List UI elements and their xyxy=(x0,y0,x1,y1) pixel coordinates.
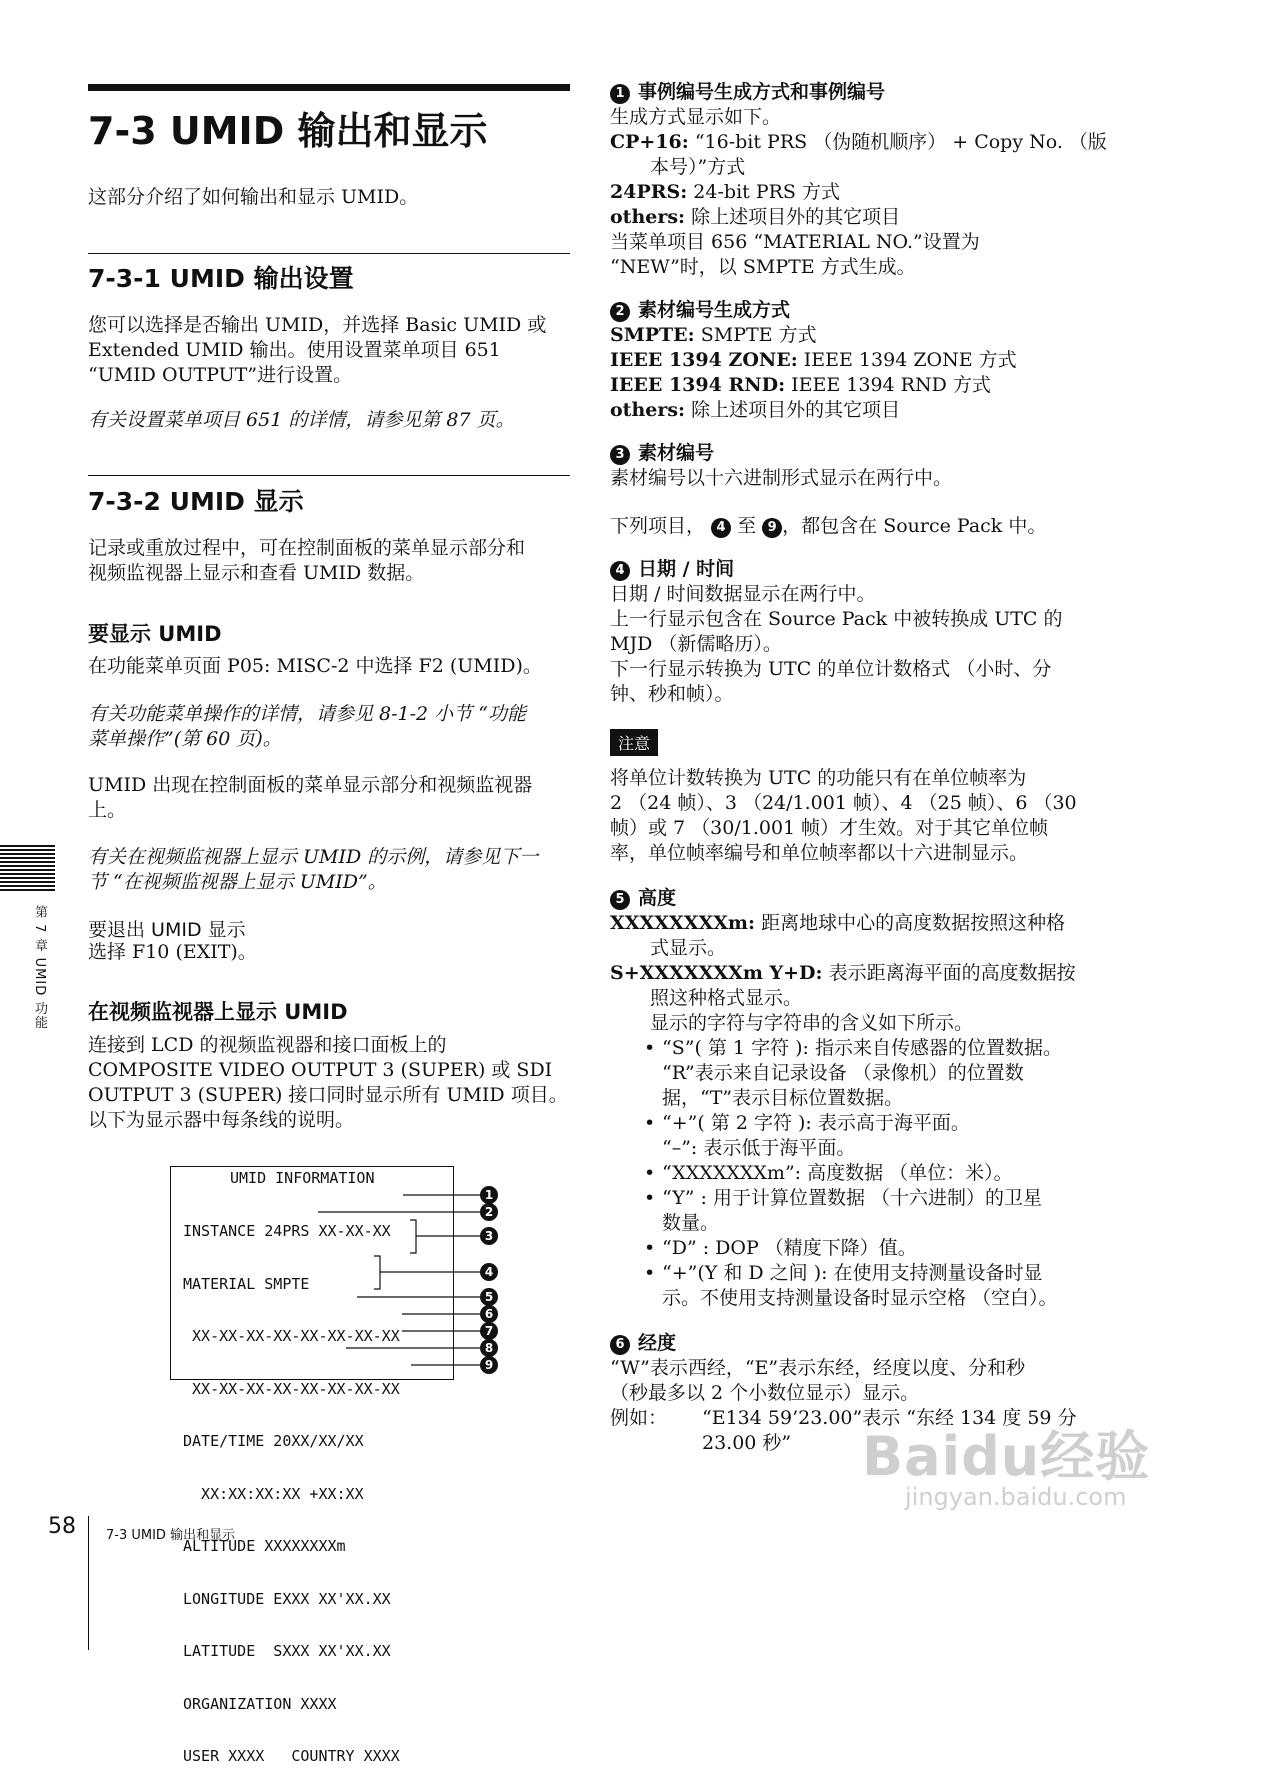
chapter-side-label: 第 7 章 UMID 功能 xyxy=(32,905,47,1030)
diagram-line: XX:XX:XX:XX +XX:XX xyxy=(183,1484,364,1503)
diagram-line: INSTANCE 24PRS XX-XX-XX xyxy=(183,1222,391,1240)
text-line: OUTPUT 3 (SUPER) 接口同时显示所有 UMID 项目。 xyxy=(88,1084,568,1106)
text-line: MJD （新儒略历）。 xyxy=(610,633,782,655)
chapter-side-tab xyxy=(0,845,55,893)
text-line: 上。 xyxy=(88,799,127,821)
diagram-marker-8: 8 xyxy=(480,1339,498,1357)
number-badge: 3 xyxy=(610,445,630,465)
note-badge: 注意 xyxy=(610,729,658,756)
number-badge: 4 xyxy=(711,518,731,538)
text-span: 下列项目， xyxy=(610,515,706,537)
number-badge: 6 xyxy=(610,1335,630,1355)
footer-rule xyxy=(88,1516,89,1650)
number-badge: 9 xyxy=(762,518,782,538)
list-item: • “+”( 第 2 字符 ): 表示高于海平面。 “–”: 表示低于海平面。 xyxy=(644,1111,1110,1161)
text-line: 显示的字符与字符串的含义如下所示。 xyxy=(650,1012,974,1034)
text-line: “UMID OUTPUT”进行设置。 xyxy=(88,364,353,386)
text-line: 本号）”方式 xyxy=(650,156,746,178)
text-line: 节 “在视频监视器上显示 UMID”。 xyxy=(88,871,387,893)
text-line xyxy=(610,911,1110,936)
diagram-marker-3: 3 xyxy=(480,1227,498,1245)
text-line: 有关在视频监视器上显示 UMID 的示例，请参见下一 xyxy=(88,846,539,868)
section-heading-7-3-1: 7-3-1 UMID 输出设置 xyxy=(88,264,354,293)
definition: 距离地球中心的高度数据按照这种格 xyxy=(755,912,1066,934)
term: CP+16: xyxy=(610,131,689,153)
text-line: 素材编号以十六进制形式显示在两行中。 xyxy=(610,467,953,489)
text-line: 式显示。 xyxy=(650,937,727,959)
page-title: 7-3 UMID 输出和显示 xyxy=(88,109,488,153)
text-line xyxy=(610,180,1110,205)
term: IEEE 1394 RND: xyxy=(610,374,786,396)
text-line: 连接到 LCD 的视频监视器和接口面板上的 xyxy=(88,1034,447,1056)
diagram-line: ORGANIZATION XXXX xyxy=(183,1694,337,1713)
text-line: UMID 出现在控制面板的菜单显示部分和视频监视器 xyxy=(88,774,533,796)
text-line xyxy=(610,961,1110,986)
diagram-marker-1: 1 xyxy=(480,1186,498,1204)
item-5-heading xyxy=(610,886,1110,911)
item-title: 事例编号生成方式和事例编号 xyxy=(638,81,886,103)
text-line: 率，单位帧率编号和单位帧率都以十六进制显示。 xyxy=(610,842,1029,864)
diagram-line: MATERIAL SMPTE xyxy=(183,1274,310,1293)
definition: SMPTE 方式 xyxy=(694,324,817,346)
term: XXXXXXXXm: xyxy=(610,912,756,934)
subheading-exit-umid: 要退出 UMID 显示 xyxy=(88,919,246,941)
term: IEEE 1394 ZONE: xyxy=(610,349,798,371)
text-line: 生成方式显示如下。 xyxy=(610,106,782,128)
item-title: 高度 xyxy=(638,887,677,909)
definition: IEEE 1394 RND 方式 xyxy=(785,374,991,396)
definition: “16-bit PRS （伪随机顺序） + Copy No. （版 xyxy=(688,131,1107,153)
example-label: 例如： xyxy=(610,1407,668,1429)
reference-note: 有关设置菜单项目 651 的详情，请参见第 87 页。 xyxy=(88,409,515,431)
text-line xyxy=(610,348,1110,373)
diagram-line: LATITUDE SXXX XX'XX.XX xyxy=(183,1642,391,1660)
text-line: （秒最多以 2 个小数位显示）显示。 xyxy=(610,1382,920,1404)
text-line: 日期 / 时间数据显示在两行中。 xyxy=(610,583,876,605)
list-item: • “S”( 第 1 字符 ): 指示来自传感器的位置数据。 “R”表示来自记录设备 （录像机）的位置数 据，“T”表示目标位置数据。 xyxy=(644,1036,1110,1111)
text-line: 上一行显示包含在 Source Pack 中被转换成 UTC 的 xyxy=(610,608,1063,630)
diagram-line: DATE/TIME 20XX/XX/XX xyxy=(183,1432,364,1450)
number-badge: 5 xyxy=(610,890,630,910)
text-line: Extended UMID 输出。使用设置菜单项目 651 xyxy=(88,339,501,361)
text-line: 钟、秒和帧）。 xyxy=(610,683,734,705)
term: others: xyxy=(610,206,686,228)
number-badge: 1 xyxy=(610,84,630,104)
text-line xyxy=(610,398,1110,423)
number-badge: 2 xyxy=(610,302,630,322)
watermark-logo: Baidu经验 xyxy=(862,1425,1151,1488)
text-line: 帧）或 7 （30/1.001 帧）才生效。对于其它单位帧 xyxy=(610,817,1049,839)
text-line: 记录或重放过程中，可在控制面板的菜单显示部分和 xyxy=(88,537,526,559)
item-title: 素材编号 xyxy=(638,442,715,464)
text-line xyxy=(610,323,1110,348)
item-title: 素材编号生成方式 xyxy=(638,299,791,321)
exit-umid-text: 选择 F10 (EXIT)。 xyxy=(88,941,257,963)
intro-text: 这部分介绍了如何输出和显示 UMID。 xyxy=(88,186,419,208)
number-badge: 4 xyxy=(610,561,630,581)
text-line: “W”表示西经，“E”表示东经，经度以度、分和秒 xyxy=(610,1357,1026,1379)
list-item: • “Y” : 用于计算位置数据 （十六进制）的卫星 数量。 xyxy=(644,1186,1110,1236)
altitude-bullet-list xyxy=(610,1036,1110,1311)
definition: 24-bit PRS 方式 xyxy=(687,181,840,203)
term: S+XXXXXXXm Y+D: xyxy=(610,962,823,984)
section-heading-7-3-2: 7-3-2 UMID 显示 xyxy=(88,487,304,516)
diagram-marker-7: 7 xyxy=(480,1322,498,1340)
item-3-heading xyxy=(610,441,1110,466)
text-line xyxy=(610,130,1110,155)
item-title: 日期 / 时间 xyxy=(638,558,735,580)
subheading-monitor-display: 在视频监视器上显示 UMID xyxy=(88,1000,348,1024)
diagram-marker-2: 2 xyxy=(480,1203,498,1221)
text-line: 您可以选择是否输出 UMID，并选择 Basic UMID 或 xyxy=(88,314,547,336)
term: others: xyxy=(610,399,686,421)
text-line: 将单位计数转换为 UTC 的功能只有在单位帧率为 xyxy=(610,767,1027,789)
text-line: COMPOSITE VIDEO OUTPUT 3 (SUPER) 或 SDI xyxy=(88,1059,553,1081)
item-4-heading xyxy=(610,557,1110,582)
item-1-heading xyxy=(610,80,1110,105)
text-line xyxy=(610,373,1110,398)
page-number: 58 xyxy=(48,1514,76,1539)
text-line: 视频监视器上显示和查看 UMID 数据。 xyxy=(88,562,425,584)
definition: IEEE 1394 ZONE 方式 xyxy=(797,349,1017,371)
diagram-line: ALTITUDE XXXXXXXXm xyxy=(183,1537,346,1555)
item-6-heading xyxy=(610,1331,1110,1356)
diagram-line: USER XXXX COUNTRY XXXX xyxy=(183,1747,400,1765)
term: 24PRS: xyxy=(610,181,688,203)
show-umid-text: 在功能菜单页面 P05: MISC-2 中选择 F2 (UMID)。 xyxy=(88,655,542,677)
text-line xyxy=(610,514,1110,539)
diagram-marker-4: 4 xyxy=(480,1263,498,1281)
item-title: 经度 xyxy=(638,1332,677,1354)
term: SMPTE: xyxy=(610,324,695,346)
note-block xyxy=(610,729,1110,866)
text-line: 照这种格式显示。 xyxy=(650,987,803,1009)
definition: 除上述项目外的其它项目 xyxy=(685,399,901,421)
text-line: 菜单操作”(第 60 页)。 xyxy=(88,728,282,750)
example-text: “E134 59’23.00”表示 “东经 134 度 59 分 xyxy=(702,1407,1077,1429)
text-line xyxy=(610,205,1110,230)
diagram-marker-6: 6 xyxy=(480,1305,498,1323)
text-line: 23.00 秒” xyxy=(702,1432,792,1454)
list-item: • “XXXXXXXm”: 高度数据 （单位：米）。 xyxy=(644,1161,1110,1186)
subheading-show-umid: 要显示 UMID xyxy=(88,622,222,646)
text-span: ，都包含在 Source Pack 中。 xyxy=(782,515,1047,537)
right-column xyxy=(610,80,1110,1456)
item-2-heading xyxy=(610,298,1110,323)
list-item: • “+”(Y 和 D 之间 ): 在使用支持测量设备时显 示。不使用支持测量设备时显示空格 （空白）。 xyxy=(644,1261,1110,1311)
definition: 表示距离海平面的高度数据按 xyxy=(822,962,1076,984)
text-line: 下一行显示转换为 UTC 的单位计数格式 （小时、分 xyxy=(610,658,1052,680)
diagram-line: LONGITUDE EXXX XX'XX.XX xyxy=(183,1589,391,1608)
diagram-line: XX-XX-XX-XX-XX-XX-XX-XX xyxy=(183,1327,400,1345)
text-line: 以下为显示器中每条线的说明。 xyxy=(88,1109,355,1131)
diagram-marker-5: 5 xyxy=(480,1288,498,1306)
text-span: 至 xyxy=(731,515,763,537)
watermark-url: jingyan.baidu.com xyxy=(905,1483,1127,1511)
diagram-title: UMID INFORMATION xyxy=(230,1169,375,1187)
text-line: 当菜单项目 656 “MATERIAL NO.”设置为 xyxy=(610,231,980,253)
definition: 除上述项目外的其它项目 xyxy=(685,206,901,228)
footer-section: 7-3 UMID 输出和显示 xyxy=(106,1528,236,1543)
text-line: 有关功能菜单操作的详情，请参见 8-1-2 小节 “功能 xyxy=(88,703,526,725)
text-line: “NEW”时，以 SMPTE 方式生成。 xyxy=(610,256,916,278)
list-item: • “D” : DOP （精度下降）值。 xyxy=(644,1236,1110,1261)
diagram-marker-9: 9 xyxy=(480,1356,498,1374)
diagram-line: XX-XX-XX-XX-XX-XX-XX-XX xyxy=(183,1379,400,1398)
text-line: 2 （24 帧）、3 （24/1.001 帧）、4 （25 帧）、6 （30 xyxy=(610,792,1077,814)
